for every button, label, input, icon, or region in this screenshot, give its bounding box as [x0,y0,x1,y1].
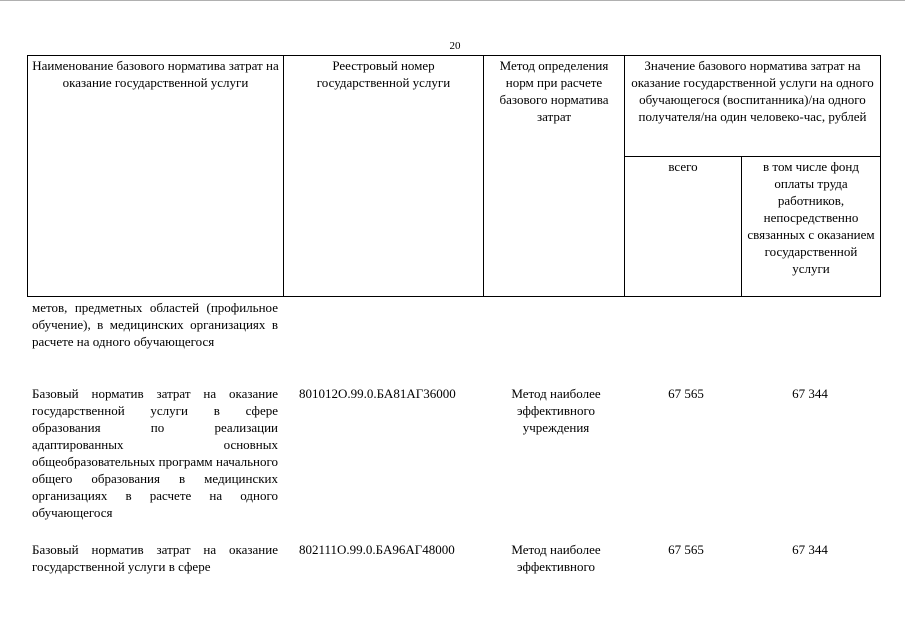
row-fund: 67 344 [792,386,828,401]
table-row [32,299,892,385]
norms-table-header [27,55,881,297]
table-row [32,541,892,581]
table-row [32,385,892,541]
table-body [32,299,892,581]
row-method: Метод наиболее эффективного [511,542,601,574]
header-total-column: всего [625,157,742,297]
page-number: 20 [449,40,461,52]
row-total: 67 565 [668,542,704,557]
row-code: 802111О.99.0.БА96АГ48000 [299,542,455,557]
header-value-column: Значение базового норматива затрат на оказание государственной услуги на одного обучающегося (воспитанника)/на одного получателя/на один человеко-час, рублей [625,56,881,157]
header-fund-column: в том числе фонд оплаты труда работников, непосредственно связанных с оказанием государственной услуги [742,157,881,297]
row-name: Базовый норматив затрат на оказание государственной услуги в сфере образования по реализации адаптированных основных общеобразовательных программ начального общего образования в медицинских организациях в расчете на одного обучающегося [32,386,278,520]
row-fund: 67 344 [792,542,828,557]
row-name: метов, предметных областей (профильное обучение), в медицинских организациях в расчете на одного обучающегося [32,300,278,349]
header-method-column: Метод определения норм при расчете базового норматива затрат [484,56,625,297]
top-rule [0,0,905,1]
row-name: Базовый норматив затрат на оказание государственной услуги в сфере [32,542,278,574]
header-registry-column: Реестровый номер государственной услуги [284,56,484,297]
row-method: Метод наиболее эффективного учреждения [511,386,601,435]
row-total: 67 565 [668,386,704,401]
row-code: 801012О.99.0.БА81АГ36000 [299,386,456,401]
header-name-column: Наименование базового норматива затрат на оказание государственной услуги [28,56,284,297]
